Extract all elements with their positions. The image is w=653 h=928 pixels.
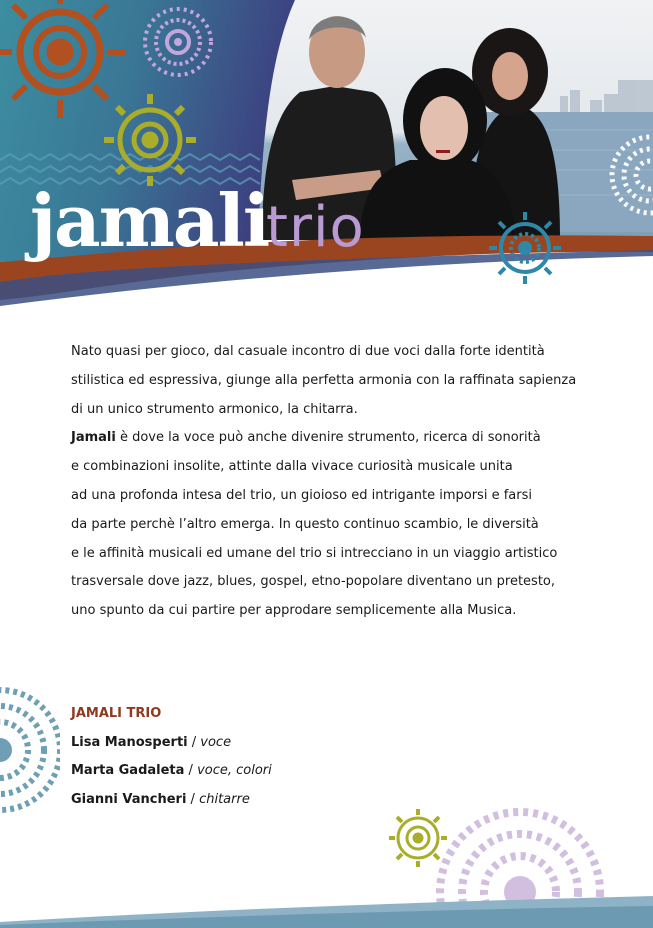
olive-rosette-icon xyxy=(389,809,447,867)
member-row xyxy=(71,757,272,786)
member-name: Marta Gadaleta xyxy=(71,763,185,779)
logo-jamali: jamali xyxy=(30,178,269,263)
intro-line: ad una profonda intesa del trio, un gioioso ed intrigante imporsi e farsi xyxy=(71,487,532,503)
separator: / xyxy=(184,763,198,779)
jamali-bold: Jamali xyxy=(71,430,116,446)
intro-line-rest: è dove la voce può anche divenire strumento, ricerca di sonorità xyxy=(115,430,541,446)
intro-line: Nato quasi per gioco, dal casuale incontro di due voci dalla forte identità xyxy=(71,344,545,359)
logo-trio: trio xyxy=(266,195,365,260)
member-role: voce, colori xyxy=(197,763,272,779)
intro-line xyxy=(71,424,601,453)
blue-rosette-icon xyxy=(489,212,561,284)
intro-line: stilistica ed espressiva, giunge alla perfetta armonia con la raffinata sapienza xyxy=(71,372,577,388)
credits-heading: JAMALI TRIO xyxy=(71,706,162,721)
bottom-right-decoration xyxy=(0,800,653,928)
separator: / xyxy=(186,791,200,807)
header-banner xyxy=(0,0,653,330)
member-row xyxy=(71,729,272,758)
credits xyxy=(71,700,272,814)
dotted-sunburst-left-icon xyxy=(0,680,60,820)
member-role: voce xyxy=(200,734,232,750)
intro-text xyxy=(71,338,601,626)
olive-sun-icon xyxy=(104,94,196,186)
separator: / xyxy=(187,734,201,750)
intro-line: e le affinità musicali ed umane del trio si intrecciano in un viaggio artistico xyxy=(71,545,558,561)
intro-line: uno spunto da cui partire per approdare semplicemente alla Musica. xyxy=(71,603,517,619)
member-role: chitarre xyxy=(199,791,250,807)
member-name: Lisa Manosperti xyxy=(71,734,188,750)
intro-line: trasversale dove jazz, blues, gospel, etno-popolare diventano un pretesto, xyxy=(71,574,556,590)
intro-line: da parte perchè l’altro emerga. In questo continuo scambio, le diversità xyxy=(71,516,539,532)
intro-line: e combinazioni insolite, attinte dalla vivace curiosità musicale unita xyxy=(71,459,513,475)
member-name: Gianni Vancheri xyxy=(71,791,187,807)
intro-line: di un unico strumento armonico, la chitarra. xyxy=(71,401,358,417)
